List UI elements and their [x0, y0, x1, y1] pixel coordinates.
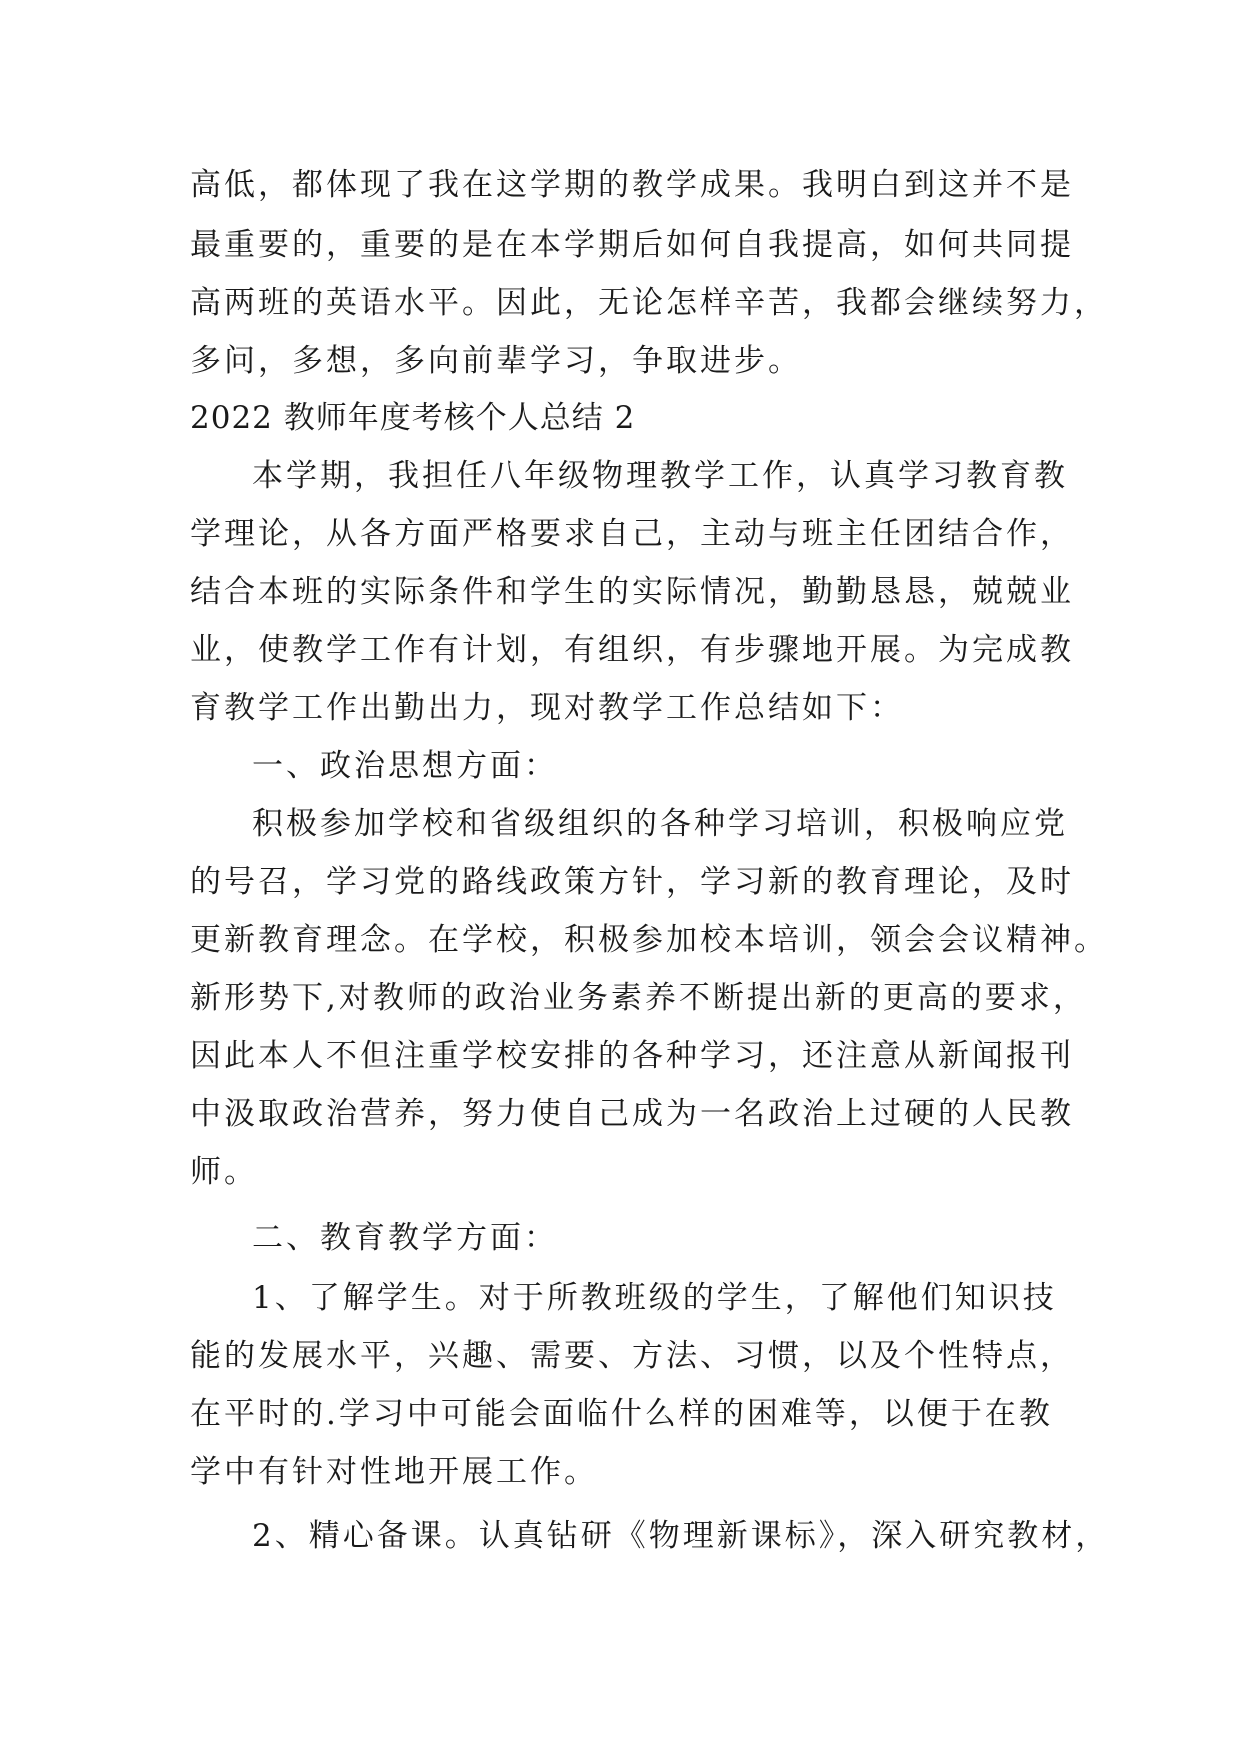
paragraph-first-line: 本学期，我担任八年级物理教学工作，认真学习教育教: [252, 458, 1068, 494]
body-text-line: 更新教育理念。在学校，积极参加校本培训，领会会议精神。: [190, 922, 1108, 958]
body-text-line: 能的发展水平，兴趣、需要、方法、习惯，以及个性特点，: [190, 1338, 1074, 1374]
subheading: 二、教育教学方面：: [252, 1220, 558, 1256]
body-text-line: 中汲取政治营养，努力使自己成为一名政治上过硬的人民教: [190, 1096, 1074, 1132]
body-text-line: 业，使教学工作有计划，有组织，有步骤地开展。为完成教: [190, 632, 1074, 668]
body-text-line: 师。: [190, 1154, 258, 1190]
paragraph-first-line: 积极参加学校和省级组织的各种学习培训，积极响应党: [252, 806, 1068, 842]
body-text-line: 学理论，从各方面严格要求自己，主动与班主任团结合作，: [190, 516, 1074, 552]
body-text-line: 在平时的.学习中可能会面临什么样的困难等，以便于在教: [190, 1396, 1053, 1432]
section-title: 2022 教师年度考核个人总结 2: [190, 400, 636, 436]
body-text-line: 多问，多想，多向前辈学习，争取进步。: [190, 343, 802, 379]
body-text-line: 最重要的，重要的是在本学期后如何自我提高，如何共同提: [190, 227, 1074, 263]
body-text-line: 结合本班的实际条件和学生的实际情况，勤勤恳恳，兢兢业: [190, 574, 1074, 610]
paragraph-first-line: 2、精心备课。认真钻研《物理新课标》，深入研究教材，: [252, 1518, 1110, 1554]
body-text-line: 育教学工作出勤出力，现对教学工作总结如下：: [190, 690, 904, 726]
body-text-line: 新形势下,对教师的政治业务素养不断提出新的更高的要求，: [190, 980, 1087, 1016]
body-text-line: 学中有针对性地开展工作。: [190, 1454, 598, 1490]
body-text-line: 的号召，学习党的路线政策方针，学习新的教育理论，及时: [190, 864, 1074, 900]
subheading: 一、政治思想方面：: [252, 748, 558, 784]
body-text-line: 高两班的英语水平。因此，无论怎样辛苦，我都会继续努力，: [190, 285, 1108, 321]
body-text-line: 高低，都体现了我在这学期的教学成果。我明白到这并不是: [190, 167, 1074, 203]
body-text-line: 因此本人不但注重学校安排的各种学习，还注意从新闻报刊: [190, 1038, 1074, 1074]
paragraph-first-line: 1、了解学生。对于所教班级的学生，了解他们知识技: [252, 1280, 1057, 1316]
